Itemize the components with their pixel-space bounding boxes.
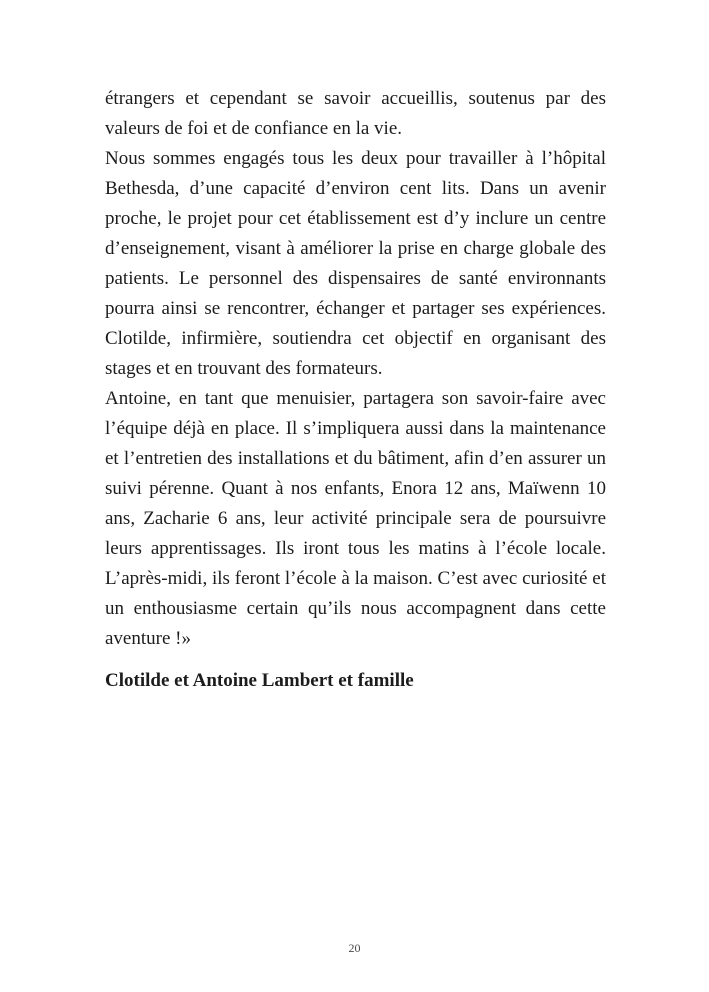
paragraph-3: Antoine, en tant que menuisier, partagera son savoir-faire avec l’équipe déjà en place. Il s’impliquera aussi dans la maintenance et l’entretien des installations et du bâtiment, afin d’en assurer un suivi pérenne. Quant à nos enfants, Enora 12 ans, Maïwenn 10 ans, Zacharie 6 ans, leur activité principale sera de poursuivre leurs apprentissages. Ils iront tous les matins à l’école locale. L’après-midi, ils feront l’école à la maison. C’est avec curiosité et un enthousiasme certain qu’ils nous accompagnent dans cette aventure !» bbox=[105, 388, 606, 649]
paragraph-2: Nous sommes engagés tous les deux pour travailler à l’hôpital Bethesda, d’une capacité d’environ cent lits. Dans un avenir proche, le projet pour cet établissement est d’y inclure un centre d’enseignement, visant à améliorer la prise en charge globale des patients. Le personnel des dispensaires de santé environnants pourra ainsi se rencontrer, échanger et partager ses expériences. Clotilde, infirmière, soutiendra cet objectif en organisant des stages et en trouvant des formateurs. bbox=[105, 148, 606, 379]
page-number: 20 bbox=[348, 941, 361, 955]
paragraph-1: étrangers et cependant se savoir accueillis, soutenus par des valeurs de foi et de confiance en la vie. bbox=[105, 88, 606, 139]
signature-line: Clotilde et Antoine Lambert et famille bbox=[105, 670, 414, 691]
text-block bbox=[105, 84, 606, 696]
